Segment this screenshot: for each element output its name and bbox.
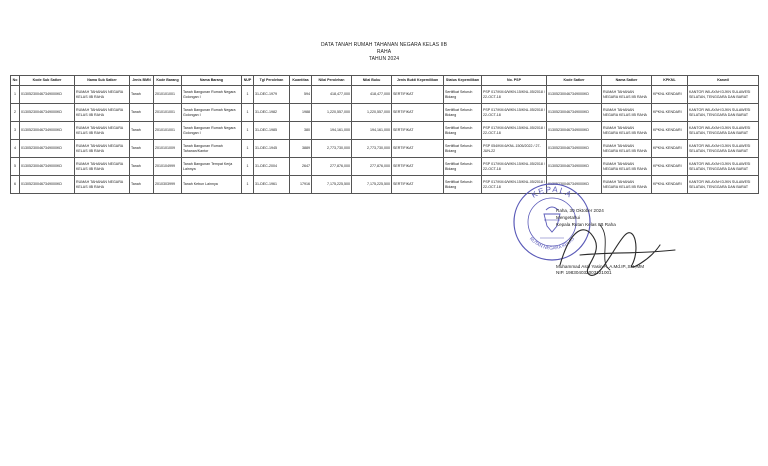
column-header: Nilai Buku bbox=[352, 76, 392, 86]
cell-kode-satker: 013052300467349000KD bbox=[547, 104, 602, 122]
cell-jenis: Tanah bbox=[130, 140, 154, 158]
cell-kode-barang: 2010101001 bbox=[154, 122, 182, 140]
cell-kode-satker: 013052300467349000KD bbox=[547, 122, 602, 140]
signature-nip: NIP. 198304032003121001 bbox=[556, 270, 612, 275]
cell-nilai-perolehan: 2,773,730,000 bbox=[312, 140, 352, 158]
cell-kode-barang: 2010101001 bbox=[154, 104, 182, 122]
cell-kode-sub: 013052300467349000KD bbox=[20, 122, 75, 140]
cell-kode-sub: 013052300467349000KD bbox=[20, 158, 75, 176]
cell-kode-sub: 013052300467349000KD bbox=[20, 176, 75, 194]
cell-kode-sub: 013052300467349000KD bbox=[20, 140, 75, 158]
cell-jenis: Tanah bbox=[130, 176, 154, 194]
cell-nama-barang: Tanah Bangunan Rumah Negara Golongan I bbox=[182, 86, 242, 104]
cell-kode-sub: 013052300467349000KD bbox=[20, 86, 75, 104]
cell-bukti: SERTIFIKAT bbox=[392, 86, 444, 104]
column-header: No bbox=[11, 76, 20, 86]
cell-nilai-perolehan: 418,477,000 bbox=[312, 86, 352, 104]
column-header: Nama Sub Satker bbox=[75, 76, 130, 86]
cell-nilai-buku: 277,876,000 bbox=[352, 158, 392, 176]
stamp-top-text: KEPALA bbox=[529, 184, 575, 200]
cell-kpknl: KPKNL KENDARI bbox=[652, 122, 688, 140]
cell-nilai-buku: 1,220,557,000 bbox=[352, 104, 392, 122]
cell-status: Sertifikat Seluruh Bidang bbox=[444, 86, 482, 104]
table-row bbox=[11, 140, 759, 158]
cell-nilai-perolehan: 7,175,225,500 bbox=[312, 176, 352, 194]
cell-bukti: SERTIFIKAT bbox=[392, 104, 444, 122]
cell-nilai-perolehan: 277,876,000 bbox=[312, 158, 352, 176]
cell-status: Sertifikat Seluruh Bidang bbox=[444, 140, 482, 158]
table-row bbox=[11, 122, 759, 140]
cell-kanwil: KANTOR WILAYAH DJKN SULAWESI SELATAN, TENGGARA DAN BARAT bbox=[688, 104, 759, 122]
cell-nilai-buku: 418,477,000 bbox=[352, 86, 392, 104]
column-header: No. PSP bbox=[482, 76, 547, 86]
table-row bbox=[11, 104, 759, 122]
document-title: DATA TANAH RUMAH TAHANAN NEGARA KELAS IIB bbox=[320, 42, 448, 48]
cell-kanwil: KANTOR WILAYAH DJKN SULAWESI SELATAN, TENGGARA DAN BARAT bbox=[688, 176, 759, 194]
column-header: Tgl Perolehan bbox=[254, 76, 290, 86]
column-header: Kode Sub Satker bbox=[20, 76, 75, 86]
cell-status: Sertifikat Seluruh Bidang bbox=[444, 158, 482, 176]
cell-status: Sertifikat Seluruh Bidang bbox=[444, 176, 482, 194]
cell-nama-sub: RUMAH TAHANAN NEGARA KELAS IIB RAHA bbox=[75, 140, 130, 158]
column-header: NUP bbox=[242, 76, 254, 86]
cell-kuantitas: 594 bbox=[290, 86, 312, 104]
cell-kode-barang: 2010303999 bbox=[154, 176, 182, 194]
cell-psp: PSP 017/KM.6/WKN.15/KNL.05/2018 / 22-OCT-18 bbox=[482, 104, 547, 122]
cell-nilai-perolehan: 1,220,557,000 bbox=[312, 104, 352, 122]
cell-jenis: Tanah bbox=[130, 158, 154, 176]
cell-jenis: Tanah bbox=[130, 122, 154, 140]
cell-kpknl: KPKNL KENDARI bbox=[652, 104, 688, 122]
cell-tgl: 31-DEC-1961 bbox=[254, 176, 290, 194]
stamp-bottom-text: RUTAN NEGARA KELAS bbox=[528, 236, 576, 251]
cell-jenis: Tanah bbox=[130, 104, 154, 122]
cell-kpknl: KPKNL KENDARI bbox=[652, 176, 688, 194]
cell-nama-satker: RUMAH TAHANAN NEGARA KELAS IIB RAHA bbox=[602, 140, 652, 158]
document-title-block bbox=[0, 42, 768, 63]
cell-kode-satker: 013052300467349000KD bbox=[547, 176, 602, 194]
signature-name: Muhammad Asril Yasin A.,A.Md.IP.,SH.,MM bbox=[556, 264, 645, 269]
cell-bukti: SERTIFIKAT bbox=[392, 140, 444, 158]
column-header: Kanwil bbox=[688, 76, 759, 86]
cell-kuantitas: 17916 bbox=[290, 176, 312, 194]
cell-psp: PSP 017/KM.6/WKN.15/KNL.05/2018 / 22-OCT-18 bbox=[482, 158, 547, 176]
cell-nama-sub: RUMAH TAHANAN NEGARA KELAS IIB RAHA bbox=[75, 122, 130, 140]
land-data-table bbox=[10, 75, 759, 194]
column-header: Nilai Perolehan bbox=[312, 76, 352, 86]
table-header-row bbox=[11, 76, 759, 86]
cell-nilai-perolehan: 194,161,000 bbox=[312, 122, 352, 140]
cell-bukti: SERTIFIKAT bbox=[392, 122, 444, 140]
signature-block bbox=[510, 180, 710, 300]
cell-nup: 1 bbox=[242, 158, 254, 176]
cell-no: 3 bbox=[11, 122, 20, 140]
cell-nup: 1 bbox=[242, 104, 254, 122]
cell-nama-sub: RUMAH TAHANAN NEGARA KELAS IIB RAHA bbox=[75, 104, 130, 122]
cell-tgl: 31-DEC-2004 bbox=[254, 158, 290, 176]
cell-nup: 1 bbox=[242, 176, 254, 194]
cell-bukti: SERTIFIKAT bbox=[392, 158, 444, 176]
column-header: Kuantitas bbox=[290, 76, 312, 86]
cell-status: Sertifikat Seluruh Bidang bbox=[444, 122, 482, 140]
cell-nilai-buku: 7,175,225,500 bbox=[352, 176, 392, 194]
cell-psp: PSP 054/KM.6/KNL.1505/2022 / 27-JUN-22 bbox=[482, 140, 547, 158]
cell-psp: PSP 017/KM.6/WKN.15/KNL.05/2018 / 22-OCT-18 bbox=[482, 176, 547, 194]
cell-kuantitas: 1988 bbox=[290, 104, 312, 122]
column-header: Nama Satker bbox=[602, 76, 652, 86]
cell-nilai-buku: 2,773,730,000 bbox=[352, 140, 392, 158]
cell-no: 5 bbox=[11, 158, 20, 176]
table-row bbox=[11, 86, 759, 104]
cell-psp: PSP 017/KM.6/WKN.15/KNL.05/2018 / 22-OCT-18 bbox=[482, 86, 547, 104]
cell-tgl: 31-DEC-1945 bbox=[254, 140, 290, 158]
cell-nama-satker: RUMAH TAHANAN NEGARA KELAS IIB RAHA bbox=[602, 122, 652, 140]
cell-kanwil: KANTOR WILAYAH DJKN SULAWESI SELATAN, TENGGARA DAN BARAT bbox=[688, 140, 759, 158]
signature-place-date: Raha, 30 Oktober 2024 bbox=[556, 208, 604, 213]
cell-nup: 1 bbox=[242, 122, 254, 140]
cell-nama-satker: RUMAH TAHANAN NEGARA KELAS IIB RAHA bbox=[602, 86, 652, 104]
cell-nup: 1 bbox=[242, 140, 254, 158]
column-header: Kode Satker bbox=[547, 76, 602, 86]
cell-nama-sub: RUMAH TAHANAN NEGARA KELAS IIB RAHA bbox=[75, 86, 130, 104]
cell-kpknl: KPKNL KENDARI bbox=[652, 140, 688, 158]
cell-nama-satker: RUMAH TAHANAN NEGARA KELAS IIB RAHA bbox=[602, 158, 652, 176]
column-header: Kode Barang bbox=[154, 76, 182, 86]
cell-status: Sertifikat Seluruh Bidang bbox=[444, 104, 482, 122]
cell-no: 6 bbox=[11, 176, 20, 194]
cell-nama-satker: RUMAH TAHANAN NEGARA KELAS IIB RAHA bbox=[602, 176, 652, 194]
document-subtitle: RAHA bbox=[376, 49, 392, 55]
column-header: Jenis Bukti Kepemilikan bbox=[392, 76, 444, 86]
cell-bukti: SERTIFIKAT bbox=[392, 176, 444, 194]
cell-jenis: Tanah bbox=[130, 86, 154, 104]
cell-kode-barang: 2010104999 bbox=[154, 158, 182, 176]
signature-acknowledged: Mengetahui bbox=[556, 215, 581, 220]
cell-nama-sub: RUMAH TAHANAN NEGARA KELAS IIB RAHA bbox=[75, 158, 130, 176]
column-header: Jenis BMN bbox=[130, 76, 154, 86]
cell-kuantitas: 2647 bbox=[290, 158, 312, 176]
table-row bbox=[11, 158, 759, 176]
cell-no: 2 bbox=[11, 104, 20, 122]
cell-nama-barang: Tanah Kebun Lainnya bbox=[182, 176, 242, 194]
cell-kode-barang: 2010101001 bbox=[154, 86, 182, 104]
cell-kode-barang: 2010101009 bbox=[154, 140, 182, 158]
cell-psp: PSP 017/KM.6/WKN.15/KNL.05/2018 / 22-OCT-18 bbox=[482, 122, 547, 140]
cell-kode-satker: 013052300467349000KD bbox=[547, 86, 602, 104]
cell-kode-satker: 013052300467349000KD bbox=[547, 158, 602, 176]
document-year: TAHUN 2024 bbox=[368, 56, 400, 62]
cell-tgl: 31-DEC-1979 bbox=[254, 86, 290, 104]
cell-nama-barang: Tanah Bangunan Rumah Tahanan/Kantor bbox=[182, 140, 242, 158]
cell-kanwil: KANTOR WILAYAH DJKN SULAWESI SELATAN, TENGGARA DAN BARAT bbox=[688, 86, 759, 104]
cell-tgl: 31-DEC-1982 bbox=[254, 104, 290, 122]
cell-nama-barang: Tanah Bangunan Tempat Kerja Lainnya bbox=[182, 158, 242, 176]
cell-kode-sub: 013052300467349000KD bbox=[20, 104, 75, 122]
cell-kuantitas: 3889 bbox=[290, 140, 312, 158]
cell-kanwil: KANTOR WILAYAH DJKN SULAWESI SELATAN, TENGGARA DAN BARAT bbox=[688, 158, 759, 176]
column-header: Nama Barang bbox=[182, 76, 242, 86]
cell-kanwil: KANTOR WILAYAH DJKN SULAWESI SELATAN, TENGGARA DAN BARAT bbox=[688, 122, 759, 140]
column-header: Status Kepemilikan bbox=[444, 76, 482, 86]
cell-kpknl: KPKNL KENDARI bbox=[652, 86, 688, 104]
cell-no: 1 bbox=[11, 86, 20, 104]
cell-nama-sub: RUMAH TAHANAN NEGARA KELAS IIB RAHA bbox=[75, 176, 130, 194]
cell-tgl: 31-DEC-1985 bbox=[254, 122, 290, 140]
cell-kode-satker: 013052300467349000KD bbox=[547, 140, 602, 158]
cell-nilai-buku: 194,161,000 bbox=[352, 122, 392, 140]
cell-kpknl: KPKNL KENDARI bbox=[652, 158, 688, 176]
cell-no: 4 bbox=[11, 140, 20, 158]
cell-nama-barang: Tanah Bangunan Rumah Negara Golongan I bbox=[182, 104, 242, 122]
cell-nup: 1 bbox=[242, 86, 254, 104]
signature-position: Kepala Rutan Kelas IIB Raha bbox=[556, 222, 616, 227]
column-header: KPKNL bbox=[652, 76, 688, 86]
cell-nama-barang: Tanah Bangunan Rumah Negara Golongan I bbox=[182, 122, 242, 140]
cell-nama-satker: RUMAH TAHANAN NEGARA KELAS IIB RAHA bbox=[602, 104, 652, 122]
cell-kuantitas: 380 bbox=[290, 122, 312, 140]
